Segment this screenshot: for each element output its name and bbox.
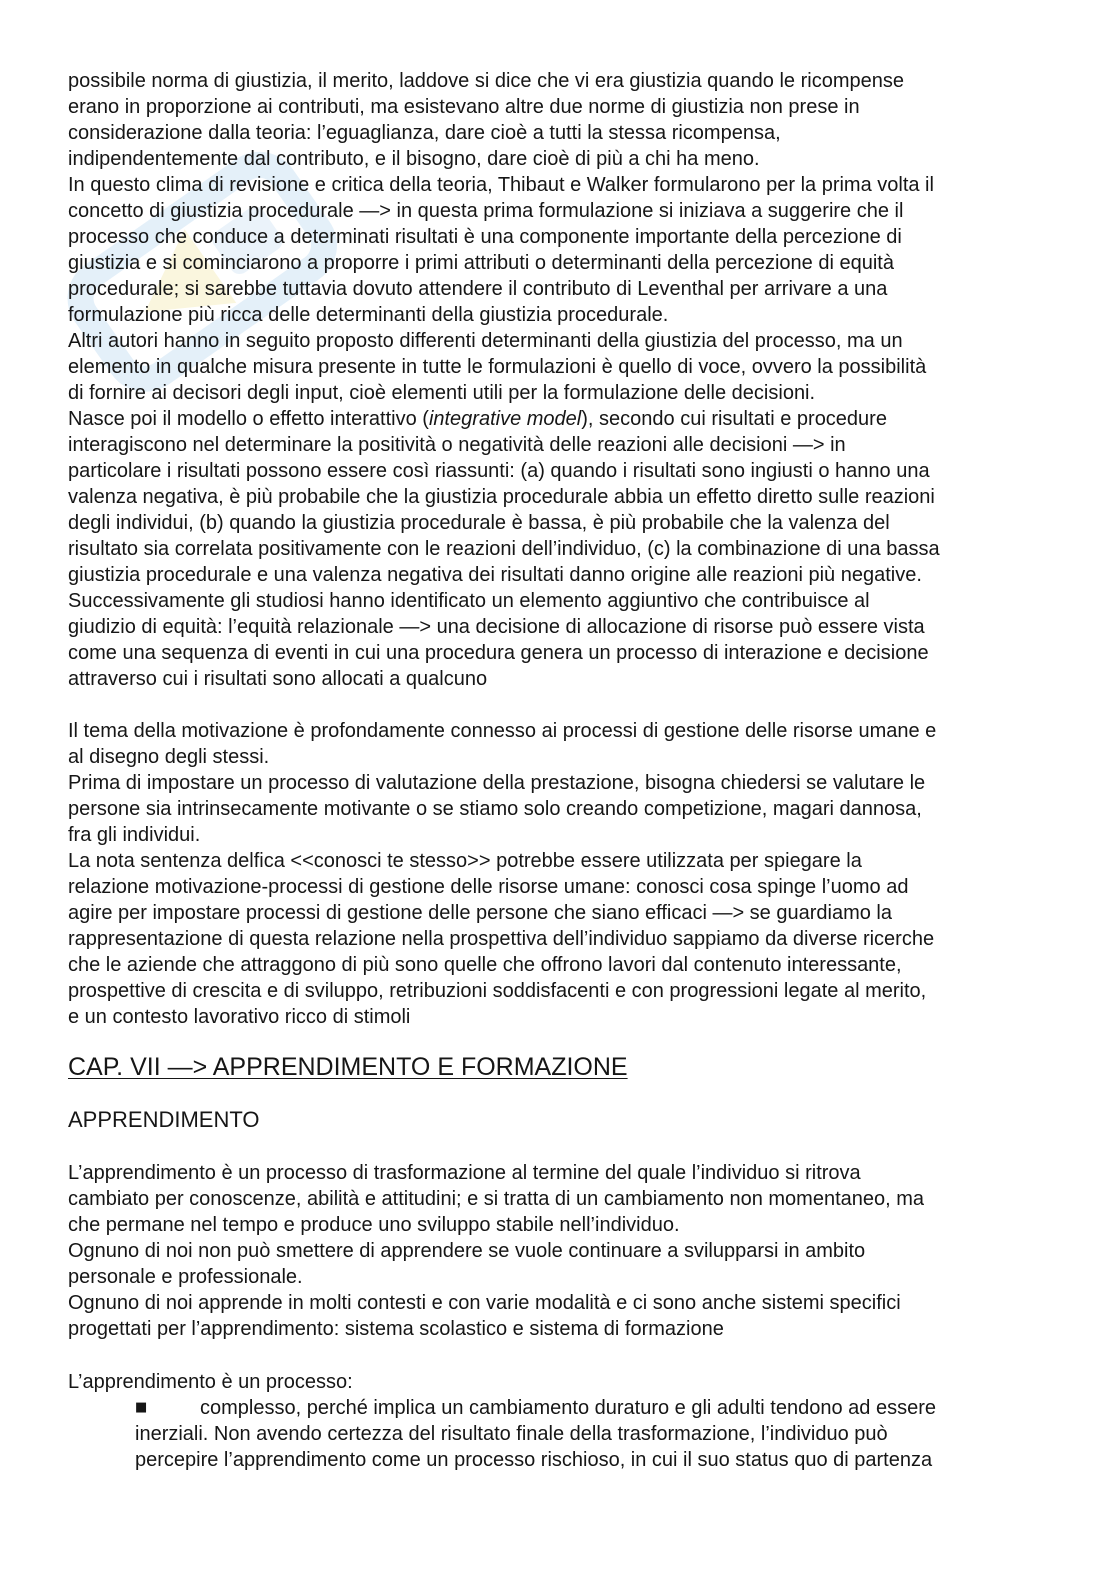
paragraph-line: giudizio di equità: l’equità relazionale —> una decisione di allocazione di risorse può essere vista: [68, 616, 925, 638]
motivation-section: [68, 718, 1068, 1030]
list-intro: L’apprendimento è un processo:: [68, 1371, 353, 1393]
paragraph-line: considerazione dalla teoria: l’eguaglianza, dare cioè a tutti la stessa ricompensa,: [68, 122, 781, 144]
paragraph-line: cambiato per conoscenze, abilità e attitudini; e si tratta di un cambiamento non momentaneo, ma: [68, 1188, 925, 1210]
paragraph-line: rappresentazione di questa relazione nella prospettiva dell’individuo sappiamo da diverse ricerche: [68, 928, 935, 950]
italic-term: integrative model: [428, 408, 582, 430]
paragraph-line: particolare i risultati possono essere così riassunti: (a) quando i risultati sono ingiusti o hanno una: [68, 460, 930, 482]
paragraph-line: interagiscono nel determinare la positività o negatività delle reazioni alle decisioni —> in: [68, 434, 846, 456]
paragraph-line: valenza negativa, è più probabile che la giustizia procedurale abbia un effetto diretto sulle reazioni: [68, 486, 935, 508]
paragraph-line: al disegno degli stessi.: [68, 746, 270, 768]
paragraph-line: e un contesto lavorativo ricco di stimoli: [68, 1006, 411, 1028]
paragraph-line: relazione motivazione-processi di gestione delle risorse umane: conosci cosa spinge l’uomo ad: [68, 876, 909, 898]
paragraph-line: indipendentemente dal contributo, e il bisogno, dare cioè di più a chi ha meno.: [68, 148, 760, 170]
paragraph-line: Successivamente gli studiosi hanno identificato un elemento aggiuntivo che contribuisce al: [68, 590, 870, 612]
chapter-title: CAP. VII —> APPRENDIMENTO E FORMAZIONE: [68, 1053, 628, 1081]
paragraph-line: concetto di giustizia procedurale —> in questa prima formulazione si iniziava a suggerire che il: [68, 200, 904, 222]
paragraph-line: come una sequenza di eventi in cui una procedura genera un processo di interazione e decisione: [68, 642, 929, 664]
paragraph-line: giustizia procedurale e una valenza negativa dei risultati danno origine alle reazioni più negative.: [68, 564, 922, 586]
paragraph-line: progettati per l’apprendimento: sistema scolastico e sistema di formazione: [68, 1318, 724, 1340]
paragraph-line: personale e professionale.: [68, 1266, 303, 1288]
list-item: [68, 1395, 1068, 1473]
paragraph-line: In questo clima di revisione e critica della teoria, Thibaut e Walker formularono per la prima volta il: [68, 174, 934, 196]
blank-line: [68, 692, 1068, 718]
text-segment: ), secondo cui risultati e procedure: [581, 408, 887, 430]
paragraph-line: La nota sentenza delfica <<conosci te stesso>> potrebbe essere utilizzata per spiegare la: [68, 850, 862, 872]
paragraph-line: di fornire ai decisori degli input, cioè elementi utili per la formulazione delle decisioni.: [68, 382, 816, 404]
paragraph-line: Altri autori hanno in seguito proposto differenti determinanti della giustizia del processo, ma un: [68, 330, 903, 352]
paragraph-line: procedurale; si sarebbe tuttavia dovuto attendere il contributo di Leventhal per arrivare a una: [68, 278, 888, 300]
paragraph-line: attraverso cui i risultati sono allocati a qualcuno: [68, 668, 488, 690]
paragraph-line: Ognuno di noi apprende in molti contesti e con varie modalità e ci sono anche sistemi specifici: [68, 1292, 901, 1314]
learning-section: [68, 1160, 1068, 1473]
paragraph-line: prospettive di crescita e di sviluppo, retribuzioni soddisfacenti e con progressioni legate al merito,: [68, 980, 927, 1002]
paragraph-line: risultato sia correlata positivamente con le reazioni dell’individuo, (c) la combinazione di una bassa: [68, 538, 940, 560]
paragraph-line: possibile norma di giustizia, il merito, laddove si dice che vi era giustizia quando le ricompense: [68, 70, 904, 92]
justice-section: [68, 68, 1068, 692]
paragraph-line: Il tema della motivazione è profondamente connesso ai processi di gestione delle risorse umane e: [68, 720, 937, 742]
paragraph-line: degli individui, (b) quando la giustizia procedurale è bassa, è più probabile che la valenza del: [68, 512, 890, 534]
paragraph-line: processo che conduce a determinati risultati è una componente importante della percezione di: [68, 226, 902, 248]
section-subtitle: APPRENDIMENTO: [68, 1107, 260, 1132]
list-item-line: inerziali. Non avendo certezza del risultato finale della trasformazione, l’individuo può: [135, 1423, 888, 1445]
text-segment: complesso, perché implica un cambiamento duraturo e gli adulti tendono ad essere: [200, 1397, 936, 1419]
paragraph-line: fra gli individui.: [68, 824, 201, 846]
bullet-square-icon: ■: [135, 1400, 148, 1415]
paragraph-line: erano in proporzione ai contributi, ma esistevano altre due norme di giustizia non prese in: [68, 96, 860, 118]
paragraph-line: formulazione più ricca delle determinanti della giustizia procedurale.: [68, 304, 669, 326]
paragraph-line: Prima di impostare un processo di valutazione della prestazione, bisogna chiedersi se valutare le: [68, 772, 926, 794]
paragraph-line: [68, 406, 1068, 432]
paragraph-line: giustizia e si cominciarono a proporre i primi attributi o determinanti della percezione di equità: [68, 252, 894, 274]
paragraph-line: persone sia intrinsecamente motivante o se stiamo solo creando competizione, magari dannosa,: [68, 798, 922, 820]
paragraph-line: che permane nel tempo e produce uno sviluppo stabile nell’individuo.: [68, 1214, 680, 1236]
document-content: [68, 68, 1068, 1473]
text-segment: Nasce poi il modello o effetto interattivo (: [68, 408, 429, 430]
paragraph-line: L’apprendimento è un processo di trasformazione al termine del quale l’individuo si ritrova: [68, 1162, 861, 1184]
paragraph-line: Ognuno di noi non può smettere di apprendere se vuole continuare a svilupparsi in ambito: [68, 1240, 866, 1262]
list-item-line: percepire l’apprendimento come un processo rischioso, in cui il suo status quo di partenza: [135, 1449, 933, 1471]
paragraph-line: elemento in qualche misura presente in tutte le formulazioni è quello di voce, ovvero la possibilità: [68, 356, 927, 378]
paragraph-line: agire per impostare processi di gestione delle persone che siano efficaci —> se guardiamo la: [68, 902, 892, 924]
list-item-line: [135, 1395, 1068, 1421]
paragraph-line: che le aziende che attraggono di più sono quelle che offrono lavori dal contenuto interessante,: [68, 954, 902, 976]
